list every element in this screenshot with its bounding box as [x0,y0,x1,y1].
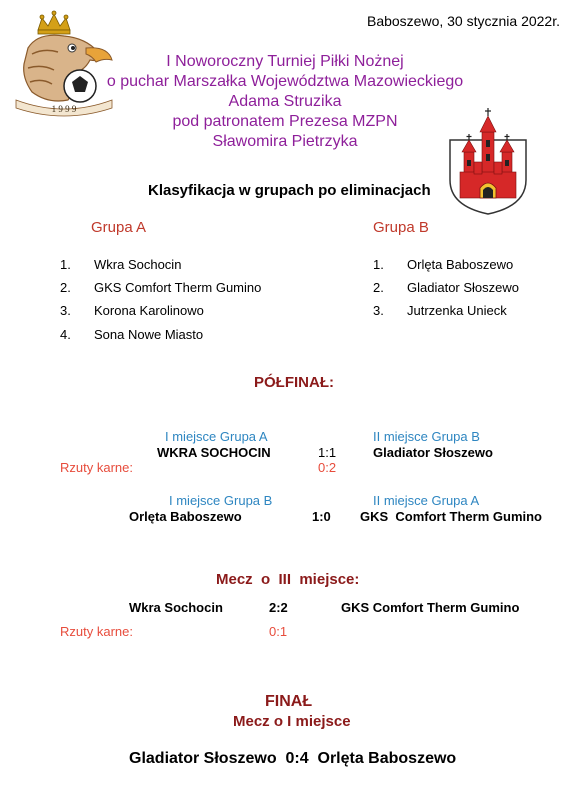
team-name: Orlęta Baboszewo [129,509,242,524]
team-name: GKS Comfort Therm Gumino [94,280,262,295]
team-name: Korona Karolinowo [94,303,204,318]
document-date: Baboszewo, 30 stycznia 2022r. [366,13,560,29]
final-heading: FINAŁ [265,693,313,710]
final-result: Gladiator Słoszewo 0:4 Orlęta Baboszewo [129,750,457,767]
list-number: 1. [60,257,71,272]
title-line: I Noworoczny Turniej Piłki Nożnej [166,53,404,70]
list-number: 1. [373,257,384,272]
penalty-label: Rzuty karne: [60,460,133,475]
match-score: 1:0 [312,509,331,524]
list-item [373,257,513,272]
group-a-title: Grupa A [91,219,147,236]
team-name: Wkra Sochocin [129,600,223,615]
logo-year: 1 9 9 9 [51,104,77,114]
title-line: pod patronatem Prezesa MZPN [172,113,398,130]
team-name: GKS Comfort Therm Gumino [360,509,542,524]
match-score: 1:1 [318,445,337,460]
team-name: Jutrzenka Unieck [407,303,507,318]
team-name: Sona Nowe Miasto [94,327,204,342]
title-line: Sławomira Pietrzyka [212,133,358,150]
team-name: GKS Comfort Therm Gumino [341,600,520,615]
group-b-title: Grupa B [373,219,429,236]
title-line: Adama Struzika [228,93,342,110]
list-item [60,327,203,342]
title-line: o puchar Marszałka Województwa Mazowieckiego [106,73,464,90]
list-item [60,303,204,318]
team-name: Gladiator Słoszewo [407,280,519,295]
list-number: 2. [60,280,71,295]
list-number: 2. [373,280,384,295]
list-number: 3. [373,303,384,318]
classification-heading: Klasyfikacja w grupach po eliminacjach [148,182,431,199]
team-name: WKRA SOCHOCIN [157,445,271,460]
match-label: II miejsce Grupa A [373,493,480,508]
town-crest [448,106,528,216]
list-item [373,280,519,295]
penalty-score: 0:2 [318,460,337,475]
list-item [373,303,507,318]
semifinal-heading: PÓŁFINAŁ: [254,374,334,391]
list-item [60,257,181,272]
match-score: 2:2 [269,600,288,615]
list-item [60,280,261,295]
list-number: 3. [60,303,71,318]
final-subheading: Mecz o I miejsce [233,713,351,730]
tournament-title [100,52,470,152]
third-place-heading: Mecz o III miejsce: [216,571,360,588]
match-label: II miejsce Grupa B [373,429,480,444]
team-name: Wkra Sochocin [94,257,182,272]
list-number: 4. [60,327,71,342]
penalty-score: 0:1 [269,624,288,639]
team-name: Orlęta Baboszewo [407,257,514,272]
match-label: I miejsce Grupa A [165,429,268,444]
team-name: Gladiator Słoszewo [373,445,493,460]
penalty-label: Rzuty karne: [60,624,133,639]
match-label: I miejsce Grupa B [169,493,273,508]
